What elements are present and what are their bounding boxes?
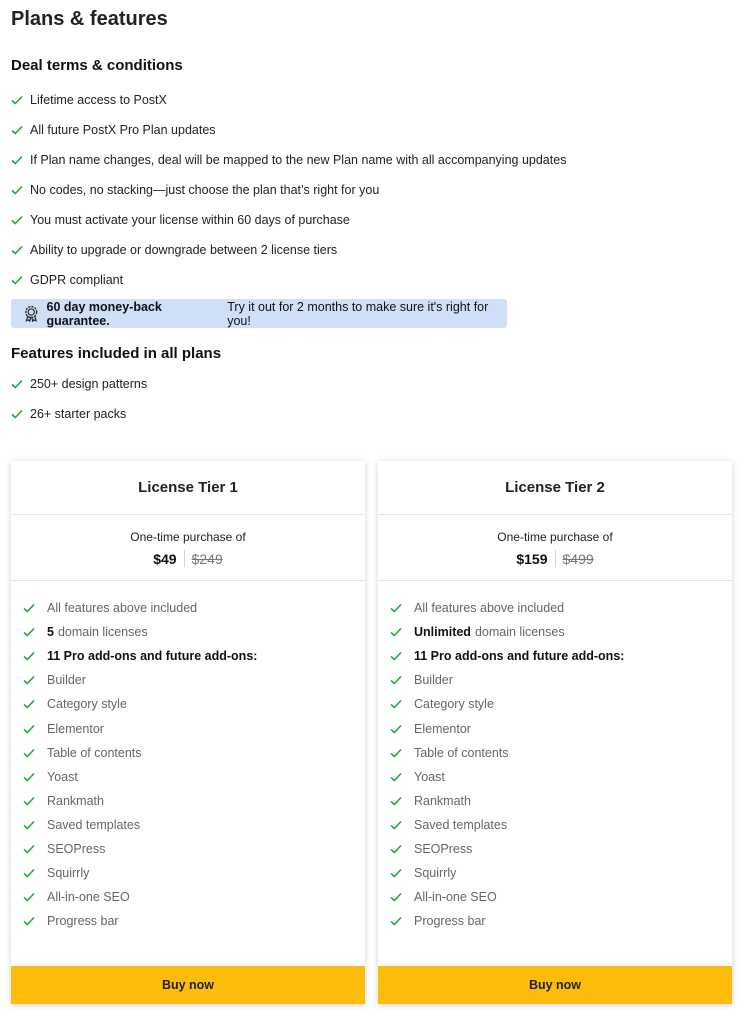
item-text: Builder [414,673,453,688]
list-item [390,813,732,837]
tier-price [11,515,365,581]
deal-terms-list [11,85,731,295]
tier-card-2 [378,461,732,1004]
term-text: Lifetime access to PostX [30,93,167,107]
check-icon [11,275,23,285]
item-text: All-in-one SEO [47,890,130,905]
check-icon [390,916,402,926]
item-text: SEOPress [414,841,473,856]
check-icon [23,748,35,758]
check-icon [390,699,402,709]
list-item [390,620,732,644]
list-item [23,789,365,813]
price-original: $249 [191,550,223,567]
list-item [23,692,365,716]
list-item [390,765,732,789]
price-label: One-time purchase of [497,530,613,544]
check-icon [23,868,35,878]
list-item [390,596,732,620]
item-text: Yoast [414,769,445,784]
list-item [11,369,411,399]
check-icon [23,916,35,926]
list-item [390,837,732,861]
item-text: Progress bar [414,914,486,929]
item-text: Category style [414,697,494,712]
check-icon [390,724,402,734]
check-icon [23,820,35,830]
tier-name: License Tier 2 [378,461,732,515]
tier-price [378,515,732,581]
term-text: No codes, no stacking—just choose the plan that’s right for you [30,183,380,197]
check-icon [23,724,35,734]
item-text: Squirrly [47,866,90,881]
deal-terms-title: Deal terms & conditions [11,57,183,74]
price-current: $49 [153,550,177,567]
check-icon [390,844,402,854]
check-icon [11,379,23,389]
page-title: Plans & features [11,8,168,30]
list-item [23,668,365,692]
list-item [11,235,731,265]
feature-text: 250+ design patterns [30,377,148,391]
list-item [23,885,365,909]
list-item [390,741,732,765]
item-text: Rankmath [47,793,104,808]
tier-card-1 [11,461,365,1004]
check-icon [390,796,402,806]
item-text: Progress bar [47,914,119,929]
item-text: Elementor [414,721,471,736]
item-text: Table of contents [414,745,509,760]
list-item [23,644,365,668]
list-item [11,205,731,235]
price-original: $499 [562,550,594,567]
item-text: All-in-one SEO [414,890,497,905]
item-text: domain licenses [474,625,565,640]
check-icon [390,892,402,902]
item-text: All features above included [414,601,565,616]
check-icon [11,95,23,105]
check-icon [11,125,23,135]
check-icon [11,215,23,225]
check-icon [390,820,402,830]
item-bold: 11 Pro add-ons and future add-ons: [414,649,625,664]
check-icon [23,772,35,782]
list-item [23,765,365,789]
item-text: Squirrly [414,866,457,881]
item-text: SEOPress [47,841,106,856]
check-icon [23,675,35,685]
medal-icon [23,305,40,322]
list-item [23,596,365,620]
check-icon [390,748,402,758]
check-icon [390,603,402,613]
list-item [11,145,731,175]
check-icon [23,844,35,854]
list-item [390,668,732,692]
check-icon [390,675,402,685]
check-icon [23,796,35,806]
buy-now-button-tier-2[interactable]: Buy now [378,966,732,1004]
features-list [11,369,411,429]
features-title: Features included in all plans [11,345,222,362]
list-item [390,716,732,740]
list-item [11,265,731,295]
list-item [390,692,732,716]
guarantee-text: Try it out for 2 months to make sure it's right for you! [227,299,489,328]
check-icon [11,409,23,419]
list-item [390,861,732,885]
list-item [23,861,365,885]
item-text: Table of contents [47,745,142,760]
item-text: domain licenses [57,625,148,640]
term-text: If Plan name changes, deal will be mapped to the new Plan name with all accompanying updates [30,153,567,167]
item-text: Saved templates [47,817,141,832]
check-icon [23,892,35,902]
list-item [390,789,732,813]
guarantee-bold: 60 day money-back guarantee. [46,299,162,328]
item-text: Builder [47,673,86,688]
list-item [23,741,365,765]
check-icon [390,651,402,661]
check-icon [390,772,402,782]
tier-feature-list [11,581,365,933]
check-icon [390,868,402,878]
list-item [11,175,731,205]
list-item [390,909,732,933]
tier-feature-list [378,581,732,933]
check-icon [23,603,35,613]
buy-now-button-tier-1[interactable]: Buy now [11,966,365,1004]
term-text: You must activate your license within 60 days of purchase [30,213,350,227]
list-item [23,813,365,837]
guarantee-banner [11,299,507,328]
item-text: All features above included [47,601,198,616]
list-item [23,620,365,644]
item-text: Category style [47,697,127,712]
tier-name: License Tier 1 [11,461,365,515]
list-item [23,716,365,740]
term-text: GDPR compliant [30,273,124,287]
item-text: Rankmath [414,793,471,808]
check-icon [23,627,35,637]
list-item [390,885,732,909]
item-text: Saved templates [414,817,508,832]
list-item [11,399,411,429]
check-icon [11,185,23,195]
term-text: Ability to upgrade or downgrade between 2 license tiers [30,243,338,257]
check-icon [23,699,35,709]
price-label: One-time purchase of [130,530,246,544]
list-item [23,837,365,861]
item-text: Elementor [47,721,104,736]
term-text: All future PostX Pro Plan updates [30,123,216,137]
check-icon [23,651,35,661]
feature-text: 26+ starter packs [30,407,127,421]
check-icon [390,627,402,637]
item-text: Yoast [47,769,78,784]
list-item [390,644,732,668]
list-item [11,115,731,145]
check-icon [11,155,23,165]
item-bold: Unlimited [414,625,471,640]
list-item [11,85,731,115]
check-icon [11,245,23,255]
list-item [23,909,365,933]
price-current: $159 [516,550,548,567]
item-bold: 11 Pro add-ons and future add-ons: [47,649,258,664]
item-bold: 5 [47,625,54,640]
